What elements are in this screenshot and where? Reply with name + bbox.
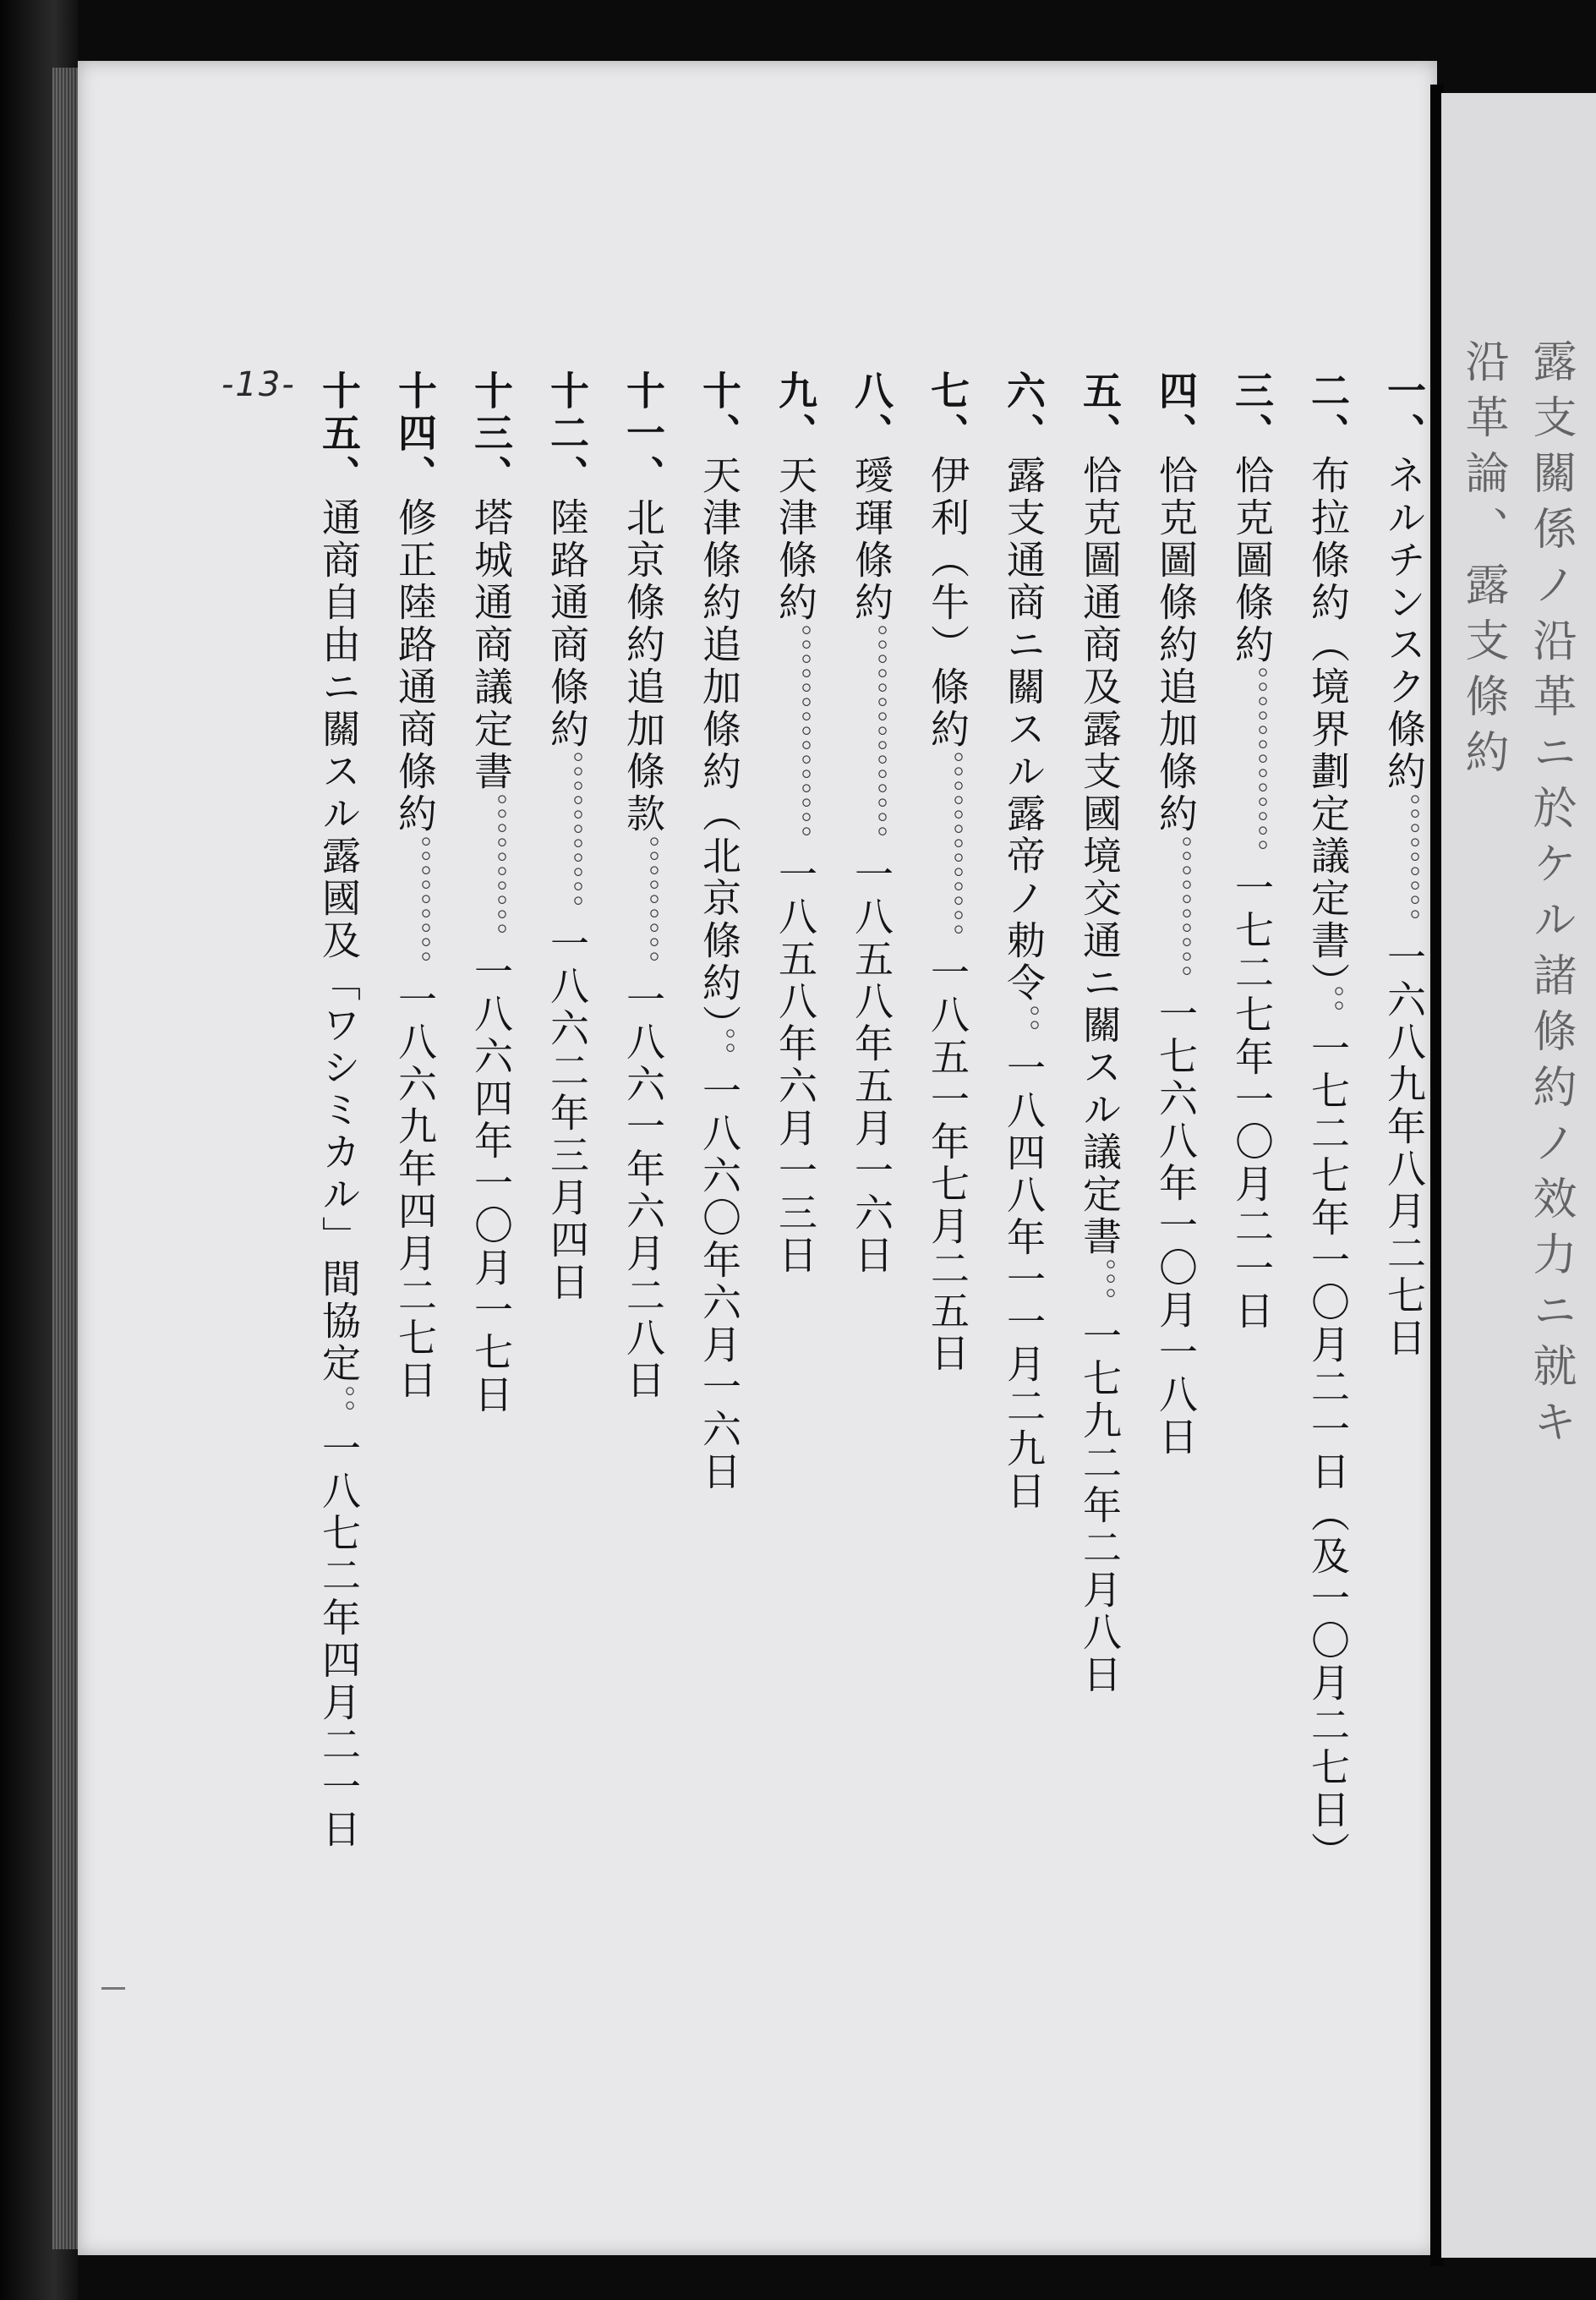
entry-title: 修正陸路通商條約: [392, 497, 438, 835]
entry-6: [1001, 370, 1047, 1513]
entry-label: 六、: [1001, 370, 1047, 455]
entry-label: 十五、: [316, 370, 362, 497]
entry-title: 天津條約: [773, 455, 818, 624]
entry-leader: 。。。: [1083, 1258, 1117, 1316]
entry-label: 十、: [697, 370, 742, 455]
facing-page-column-1: 露支關係ノ沿革ニ於ケル諸條約ノ效力ニ就キ: [1525, 338, 1576, 1454]
entry-date: 一八五八年五月一六日: [849, 854, 894, 1277]
entry-title: 伊利（牛）條約: [925, 455, 970, 751]
entry-label: 八、: [849, 370, 894, 455]
entry-1: [1381, 370, 1427, 1360]
entry-leader: 。。。。。。。。。: [1387, 793, 1421, 937]
entry-leader: 。。: [322, 1385, 356, 1428]
entry-10: [697, 370, 742, 1493]
entry-12: [544, 370, 590, 1304]
entry-8: [849, 370, 894, 1277]
entry-5: [1077, 370, 1123, 1696]
entry-title: 恰克圖條約: [1229, 455, 1275, 666]
entry-date: 一六八九年八月二七日: [1381, 937, 1427, 1360]
entry-leader: 。。。。。。。。。。。。。。。: [855, 624, 888, 854]
facing-page-column-2: 沿革論、露支條約: [1457, 338, 1508, 785]
entry-label: 四、: [1153, 370, 1199, 455]
entry-date: 一八六〇年六月一六日: [697, 1071, 742, 1493]
entry-leader: 。。。。。。。。。。: [474, 793, 508, 951]
entry-leader: 。。。。。。。。。。。。。: [931, 751, 965, 952]
entry-11: [620, 370, 666, 1402]
entry-leader: 。。。。。。。。。。。: [550, 751, 584, 923]
entry-label: 三、: [1229, 370, 1275, 455]
entry-7: [925, 370, 970, 1375]
entry-title: 恰克圖通商及露支國境交通ニ關スル議定書: [1077, 455, 1123, 1258]
entry-2: [1305, 370, 1351, 1874]
entry-label: 五、: [1077, 370, 1123, 455]
entry-label: 十二、: [544, 370, 590, 497]
entry-14: [392, 370, 438, 1402]
entry-leader: 。。。。。。。。。: [626, 835, 660, 979]
entry-label: 一、: [1381, 370, 1427, 455]
entry-label: 十四、: [392, 370, 438, 497]
entry-date: 一七六八年一〇月一八日: [1153, 994, 1199, 1459]
entry-label: 七、: [925, 370, 970, 455]
entry-leader: 。。: [1007, 1005, 1041, 1048]
entry-title: 陸路通商條約: [544, 497, 590, 751]
entry-label: 二、: [1305, 370, 1351, 455]
entry-title: 北京條約追加條款: [620, 497, 666, 835]
entry-9: [773, 370, 818, 1277]
entry-title: 布拉條約（境界劃定議定書）: [1305, 455, 1351, 985]
entry-leader: 。。。。。。。。。。。。。: [1235, 666, 1269, 868]
entry-title: 通商自由ニ關スル露國及「ワシミカル」間協定: [316, 497, 362, 1385]
entry-date: 一八五一年七月二五日: [925, 952, 970, 1375]
entry-date: 一八五八年六月一三日: [773, 854, 818, 1277]
entry-leader: 。。。。。。。。。: [398, 835, 432, 979]
entry-label: 十三、: [468, 370, 514, 497]
entry-3: [1229, 370, 1275, 1333]
entry-leader: 。。。。。。。。。。。。。。。: [779, 624, 812, 854]
entry-leader: 。。: [702, 1027, 736, 1071]
entry-label: 十一、: [620, 370, 666, 497]
entry-4: [1153, 370, 1199, 1459]
margin-mark: [101, 1987, 125, 1990]
entry-date: 一八六一年六月二八日: [620, 979, 666, 1402]
entry-15: [316, 370, 362, 1851]
entry-date: 一八六四年一〇月一七日: [468, 951, 514, 1416]
entry-date: 一八七二年四月二一日: [316, 1428, 362, 1851]
entry-title: 恰克圖條約追加條約: [1153, 455, 1199, 835]
page-number: -13-: [221, 365, 296, 404]
entry-date: 一七二七年一〇月二一日: [1229, 868, 1275, 1333]
page-edges: [52, 68, 78, 2249]
entry-title: 露支通商ニ關スル露帝ノ勅令: [1001, 455, 1047, 1005]
entry-title: 璦琿條約: [849, 455, 894, 624]
entry-label: 九、: [773, 370, 818, 455]
entry-leader: 。。: [1311, 985, 1345, 1028]
entry-title: 天津條約追加條約（北京條約）: [697, 455, 742, 1027]
entry-date: 一七九二年二月八日: [1077, 1316, 1123, 1696]
entry-13: [468, 370, 514, 1416]
entry-date: 一八六九年四月二七日: [392, 979, 438, 1402]
entry-date: 一八六二年三月四日: [544, 923, 590, 1304]
entry-date: 一八四八年一一月二九日: [1001, 1048, 1047, 1513]
entry-title: ネルチンスク條約: [1381, 455, 1427, 793]
entry-date: 一七二七年一〇月二一日（及一〇月二七日）: [1305, 1028, 1351, 1874]
entry-title: 塔城通商議定書: [468, 497, 514, 793]
entry-leader: 。。。。。。。。。。: [1159, 835, 1193, 994]
